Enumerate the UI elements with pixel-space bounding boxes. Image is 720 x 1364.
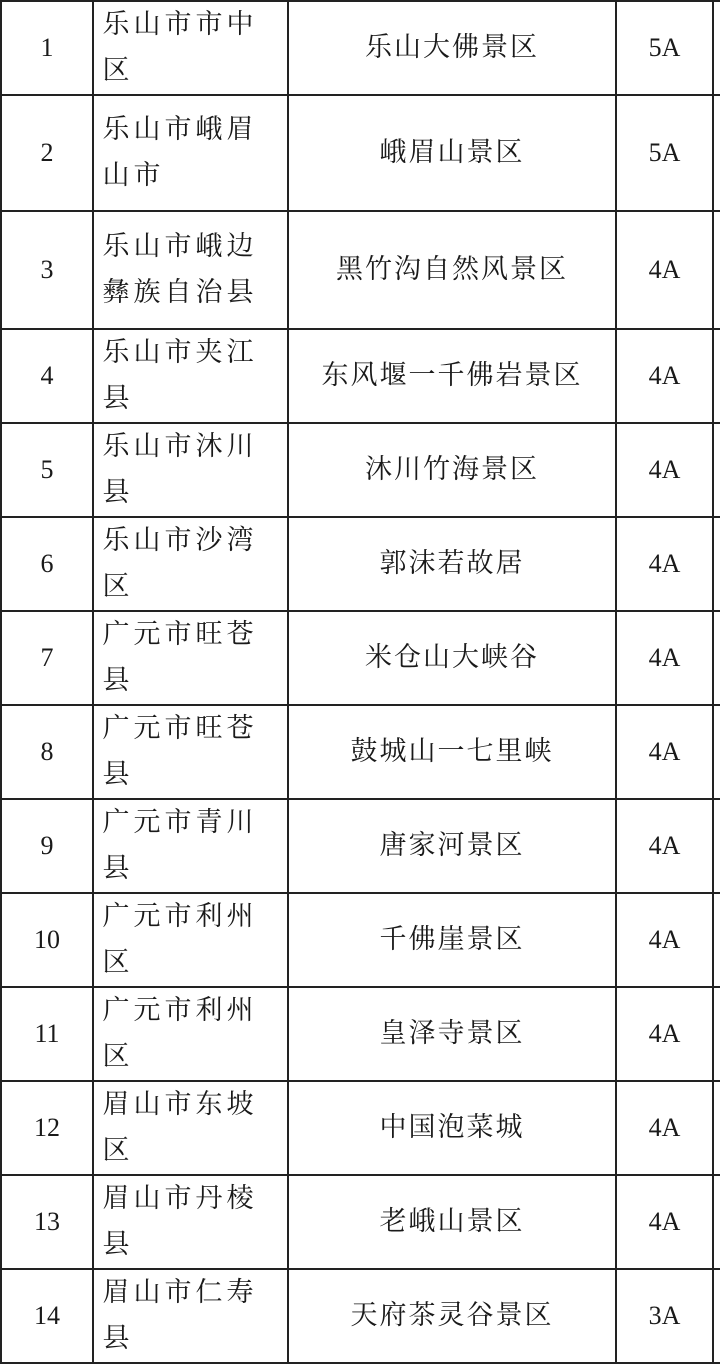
region-text: 广元市利州区 <box>102 901 258 978</box>
region-cell <box>93 1175 288 1269</box>
region-text: 眉山市东坡区 <box>102 1089 258 1166</box>
table-row <box>1 211 720 329</box>
region-text: 乐山市夹江县 <box>102 337 258 414</box>
rating-level-cell: 4A <box>616 1081 713 1175</box>
row-number: 6 <box>1 517 93 611</box>
region-cell <box>93 95 288 211</box>
row-number: 3 <box>1 211 93 329</box>
table-row <box>1 329 720 423</box>
trailing-column-cell <box>713 987 720 1081</box>
scenic-area-cell: 千佛崖景区 <box>288 893 616 987</box>
row-number: 4 <box>1 329 93 423</box>
row-number: 12 <box>1 1081 93 1175</box>
row-number: 11 <box>1 987 93 1081</box>
table-row <box>1 95 720 211</box>
scenic-area-cell: 黑竹沟自然风景区 <box>288 211 616 329</box>
trailing-column-cell <box>713 893 720 987</box>
row-number: 7 <box>1 611 93 705</box>
region-text: 广元市青川县 <box>102 807 258 884</box>
table-row <box>1 705 720 799</box>
trailing-column-cell <box>713 95 720 211</box>
region-cell <box>93 1 288 95</box>
scenic-area-cell: 鼓城山一七里峡 <box>288 705 616 799</box>
trailing-column-cell <box>713 1269 720 1363</box>
rating-level-cell: 4A <box>616 799 713 893</box>
rating-level-cell: 4A <box>616 611 713 705</box>
row-number: 13 <box>1 1175 93 1269</box>
rating-level-cell: 4A <box>616 423 713 517</box>
trailing-column-cell <box>713 211 720 329</box>
rating-level-cell: 4A <box>616 987 713 1081</box>
rating-level-cell: 4A <box>616 1175 713 1269</box>
region-cell <box>93 1269 288 1363</box>
trailing-column-cell <box>713 517 720 611</box>
rating-level-cell: 4A <box>616 211 713 329</box>
scenic-area-cell: 米仓山大峡谷 <box>288 611 616 705</box>
rating-level-cell: 4A <box>616 705 713 799</box>
trailing-column-cell <box>713 611 720 705</box>
row-number: 9 <box>1 799 93 893</box>
region-text: 乐山市沙湾区 <box>102 525 258 602</box>
scenic-area-cell: 乐山大佛景区 <box>288 1 616 95</box>
region-text: 乐山市峨边彝族自治县 <box>102 231 258 308</box>
region-text: 乐山市市中区 <box>102 9 258 86</box>
region-text: 广元市旺苍县 <box>102 619 258 696</box>
table-row <box>1 1269 720 1363</box>
scenic-area-cell: 东风堰一千佛岩景区 <box>288 329 616 423</box>
rating-level-cell: 4A <box>616 329 713 423</box>
scenic-area-cell: 天府茶灵谷景区 <box>288 1269 616 1363</box>
table-row <box>1 517 720 611</box>
rating-level-cell: 4A <box>616 893 713 987</box>
table-row <box>1 1 720 95</box>
region-text: 乐山市沐川县 <box>102 431 258 508</box>
region-cell <box>93 611 288 705</box>
region-text: 眉山市丹棱县 <box>102 1183 258 1260</box>
scenic-area-cell: 郭沫若故居 <box>288 517 616 611</box>
table-row <box>1 1081 720 1175</box>
scenic-area-cell: 峨眉山景区 <box>288 95 616 211</box>
row-number: 1 <box>1 1 93 95</box>
region-cell <box>93 517 288 611</box>
rating-level-cell: 3A <box>616 1269 713 1363</box>
scenic-area-cell: 老峨山景区 <box>288 1175 616 1269</box>
region-cell <box>93 893 288 987</box>
rating-level-cell: 5A <box>616 1 713 95</box>
scenic-area-cell: 中国泡菜城 <box>288 1081 616 1175</box>
trailing-column-cell <box>713 705 720 799</box>
scenic-area-cell: 沐川竹海景区 <box>288 423 616 517</box>
scenic-area-cell: 皇泽寺景区 <box>288 987 616 1081</box>
trailing-column-cell <box>713 1175 720 1269</box>
trailing-column-cell <box>713 1081 720 1175</box>
region-cell <box>93 1081 288 1175</box>
row-number: 10 <box>1 893 93 987</box>
row-number: 5 <box>1 423 93 517</box>
trailing-column-cell <box>713 799 720 893</box>
trailing-column-cell <box>713 329 720 423</box>
region-cell <box>93 987 288 1081</box>
region-text: 乐山市峨眉山市 <box>102 114 258 191</box>
region-text: 眉山市仁寿县 <box>102 1277 258 1354</box>
table-row <box>1 799 720 893</box>
trailing-column-cell <box>713 423 720 517</box>
region-cell <box>93 211 288 329</box>
rating-level-cell: 5A <box>616 95 713 211</box>
rating-level-cell: 4A <box>616 517 713 611</box>
region-cell <box>93 329 288 423</box>
row-number: 8 <box>1 705 93 799</box>
table-row <box>1 611 720 705</box>
region-text: 广元市旺苍县 <box>102 713 258 790</box>
table-row <box>1 423 720 517</box>
table-row <box>1 1175 720 1269</box>
row-number: 2 <box>1 95 93 211</box>
region-cell <box>93 705 288 799</box>
table-row <box>1 893 720 987</box>
trailing-column-cell <box>713 1 720 95</box>
region-cell <box>93 423 288 517</box>
scenic-area-cell: 唐家河景区 <box>288 799 616 893</box>
row-number: 14 <box>1 1269 93 1363</box>
region-cell <box>93 799 288 893</box>
table-row <box>1 987 720 1081</box>
region-text: 广元市利州区 <box>102 995 258 1072</box>
